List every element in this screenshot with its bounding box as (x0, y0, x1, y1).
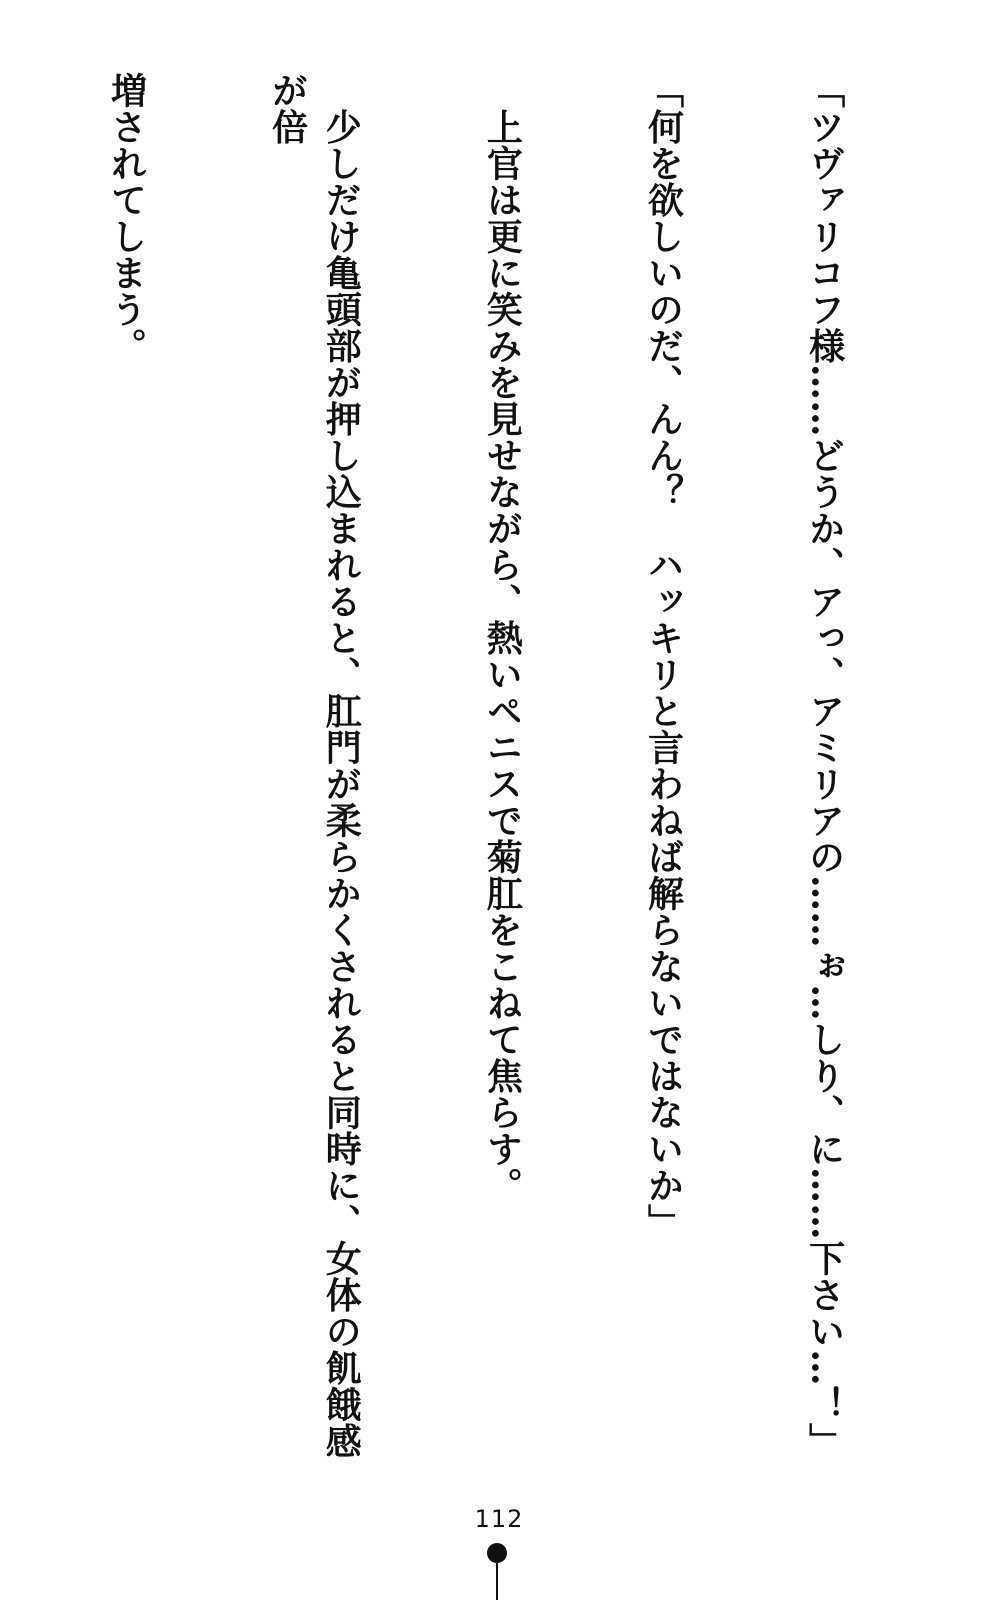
text-line: 少しだけ亀頭部が押し込まれると、肛門が柔らかくされると同時に、女体の飢餓感が倍 (266, 72, 363, 1459)
text-line: 上官は更に笑みを見せながら、熱いペニスで菊肛をこねて焦らす。 (481, 72, 524, 1204)
page-marker-line (496, 1560, 498, 1600)
text-line: 増されてしまう。 (105, 72, 148, 364)
page-number: 112 (474, 1505, 524, 1533)
text-line: 「ツヴァリコフ様……どうか、アっ、アミリアの……ぉ…しり、に……下さい…！」 (803, 72, 846, 1459)
text-line: 「何を欲しいのだ、んん？ ハッキリと言わねば解らないではないか」 (642, 72, 685, 1240)
page-body (42, 72, 958, 1490)
